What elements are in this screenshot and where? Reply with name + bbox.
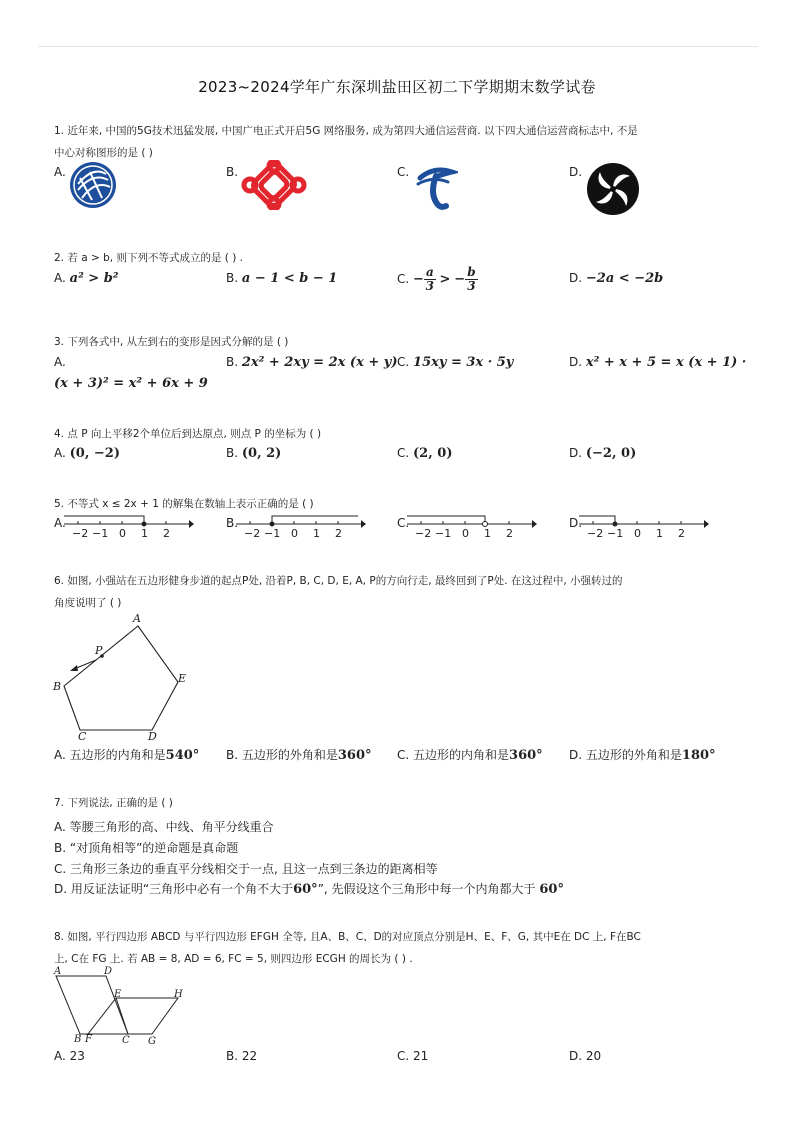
q6-option-a: [54, 746, 199, 763]
tick-label: 1: [656, 527, 663, 540]
tick-label: 2: [678, 527, 685, 540]
q1-option-b-label: B.: [226, 165, 239, 179]
q3-option-d-math: x² + x + 5 = x (x + 1) ·: [585, 355, 747, 370]
q3-option-d-label: D.: [569, 355, 583, 369]
question-8-line-2: 上, C在 FG 上. 若 AB = 8, AD = 6, FC = 5, 则四边形 ECGH 的周长为 ( ) .: [54, 953, 413, 965]
q6-option-b: [226, 746, 372, 763]
question-1-stem: [54, 120, 744, 164]
q7-option-d-value-1: 60°: [293, 882, 318, 897]
q2-option-d-label: D.: [569, 271, 583, 285]
q4-option-d-math: (−2, 0): [585, 446, 637, 461]
q4-option-a-math: (0, −2): [69, 446, 120, 461]
page-title: 2023~2024学年广东深圳盐田区初二下学期期末数学试卷: [198, 78, 596, 96]
tick-label: −1: [607, 527, 624, 540]
q8-option-d: D. 20: [569, 1049, 602, 1063]
pentagon-label-e: E: [178, 672, 187, 685]
q2-option-a-math: a² > b²: [69, 271, 119, 286]
q4-option-d: [569, 446, 636, 461]
q4-option-a-label: A.: [54, 446, 66, 460]
pentagon-label-b: B: [53, 680, 62, 693]
para-label-a: A: [54, 966, 62, 977]
q6-option-a-text: 五边形的内角和是: [69, 748, 166, 762]
q7-option-d: [54, 880, 564, 897]
frac-denominator: 3: [467, 279, 476, 293]
tick-label: 2: [163, 527, 170, 540]
tick-label: 0: [291, 527, 298, 540]
tick-label: −1: [264, 527, 281, 540]
q3-option-c-label: C.: [397, 355, 410, 369]
q4-option-b-math: (0, 2): [241, 446, 282, 461]
q4-option-c-math: (2, 0): [413, 446, 453, 461]
frac-numerator: b: [467, 265, 476, 279]
question-3-stem: 3. 下列各式中, 从左到右的变形是因式分解的是 ( ): [54, 336, 289, 348]
frac-denominator: 3: [425, 279, 434, 293]
tick-label: −2: [72, 527, 89, 540]
q5-option-c-label: C.: [397, 516, 410, 530]
q3-option-b-math: 2x² + 2xy = 2x (x + y): [241, 355, 398, 370]
china-mobile-logo: [68, 160, 118, 210]
question-4-stem: 4. 点 P 向上平移2个单位后到达原点, 则点 P 的坐标为 ( ): [54, 428, 322, 440]
para-label-g: G: [148, 1036, 156, 1047]
q1-option-c-label: C.: [397, 165, 410, 179]
q1-option-a-label: A.: [54, 165, 66, 179]
para-label-h: H: [174, 989, 183, 1000]
para-label-e: E: [114, 989, 122, 1000]
question-8-stem: [54, 926, 744, 970]
q3-option-b-label: B.: [226, 355, 239, 369]
q2-option-c-minus-1: −: [413, 272, 424, 287]
q8-option-a: A. 23: [54, 1049, 85, 1063]
tick-label: 2: [335, 527, 342, 540]
q7-option-c: C. 三角形三条边的垂直平分线相交于一点, 且这一点到三条边的距离相等: [54, 862, 438, 876]
q1-option-d-label: D.: [569, 165, 583, 179]
q2-option-b-label: B.: [226, 271, 239, 285]
q5-option-b-label: B.: [226, 516, 239, 530]
q7-option-b: B. “对顶角相等”的逆命题是真命题: [54, 841, 239, 855]
tick-label: 1: [484, 527, 491, 540]
q6-option-c-text: 五边形的内角和是: [413, 748, 510, 762]
q4-option-d-label: D.: [569, 446, 583, 460]
tick-label: 0: [119, 527, 126, 540]
q6-option-b-text: 五边形的外角和是: [241, 748, 338, 762]
question-6-stem: [54, 570, 744, 614]
question-1-line-2: 中心对称图形的是 ( ): [54, 147, 153, 159]
frac-numerator: a: [425, 265, 434, 279]
question-2-stem: 2. 若 a > b, 则下列不等式成立的是 ( ) .: [54, 252, 243, 264]
q4-option-b: [226, 446, 281, 461]
q5-option-a-label: A.: [54, 516, 66, 530]
q6-option-d: [569, 746, 716, 763]
question-1-line-1: 1. 近年来, 中国的5G技术迅猛发展, 中国广电正式开启5G 网络服务, 成为第四大通信运营商. 以下四大通信运营商标志中, 不是: [54, 125, 638, 137]
tick-label: −2: [244, 527, 261, 540]
q3-option-b: [226, 355, 397, 370]
q4-option-a: [54, 446, 120, 461]
para-label-b: B: [74, 1034, 82, 1045]
q2-option-c-minus-2: −: [454, 272, 466, 287]
q3-option-d: [569, 355, 746, 370]
q6-option-d-text: 五边形的外角和是: [585, 748, 682, 762]
question-6-line-2: 角度说明了 ( ): [54, 597, 122, 609]
question-8-line-1: 8. 如图, 平行四边形 ABCD 与平行四边形 EFGH 全等, 且A、B、C、D的对应顶点分别是H、E、F、G, 其中E在 DC 上, F在BC: [54, 931, 641, 943]
china-unicom-logo: [240, 160, 308, 210]
q6-option-b-label: B.: [226, 748, 239, 762]
pentagon-label-a: A: [133, 612, 141, 625]
q7-option-a: A. 等腰三角形的高、中线、角平分线重合: [54, 820, 274, 834]
para-label-f: F: [85, 1034, 92, 1045]
tick-label: 0: [462, 527, 469, 540]
q7-option-d-value-2: 60°: [539, 882, 564, 897]
tick-label: 1: [313, 527, 320, 540]
header-divider: [38, 46, 758, 47]
q7-option-d-pre: D. 用反证法证明“三角形中必有一个角不大于: [54, 882, 294, 896]
q2-option-c: [397, 266, 478, 293]
q6-option-a-label: A.: [54, 748, 66, 762]
q2-option-a-label: A.: [54, 271, 66, 285]
tick-label: 2: [506, 527, 513, 540]
tick-label: −2: [587, 527, 604, 540]
q6-option-c-value: 360°: [509, 748, 543, 763]
q4-option-b-label: B.: [226, 446, 239, 460]
q2-option-d-math: −2a < −2b: [585, 271, 664, 286]
q3-option-a-label: A.: [54, 355, 66, 369]
q4-option-c: [397, 446, 452, 461]
q2-option-b-math: a − 1 < b − 1: [241, 271, 338, 286]
q3-option-a-math: [54, 376, 208, 391]
tick-label: 1: [141, 527, 148, 540]
q2-option-c-frac-2: [465, 266, 477, 293]
tick-label: −1: [92, 527, 109, 540]
tick-label: −2: [415, 527, 432, 540]
q4-option-c-label: C.: [397, 446, 410, 460]
q6-option-c: [397, 746, 543, 763]
q3-option-c: [397, 355, 513, 370]
q2-option-d: [569, 271, 663, 286]
para-label-d: D: [104, 966, 113, 977]
q3-option-c-math: 15xy = 3x · 5y: [413, 355, 514, 370]
tick-label: 0: [634, 527, 641, 540]
china-broadnet-logo: [586, 162, 640, 216]
q2-option-a: [54, 271, 119, 286]
q3-option-a-expression: (x + 3)² = x² + 6x + 9: [54, 376, 208, 391]
tick-label: −1: [435, 527, 452, 540]
q2-option-c-relation: >: [439, 272, 451, 287]
q2-option-c-frac-1: [424, 266, 436, 293]
q8-option-c: C. 21: [397, 1049, 429, 1063]
pentagon-label-c: C: [78, 730, 87, 743]
q2-option-b: [226, 271, 337, 286]
pentagon-label-p: P: [95, 644, 103, 657]
question-6-line-1: 6. 如图, 小强站在五边形健身步道的起点P处, 沿着P, B, C, D, E, A, P的方向行走, 最终回到了P处. 在这过程中, 小强转过的: [54, 575, 623, 587]
para-label-c: C: [122, 1035, 130, 1046]
q6-option-d-label: D.: [569, 748, 583, 762]
q6-option-c-label: C.: [397, 748, 410, 762]
q6-option-d-value: 180°: [681, 748, 716, 763]
q6-option-a-value: 540°: [165, 748, 200, 763]
pentagon-label-d: D: [148, 730, 157, 743]
q6-option-b-value: 360°: [337, 748, 372, 763]
china-telecom-logo: [414, 162, 458, 212]
q8-option-b: B. 22: [226, 1049, 258, 1063]
question-7-stem: 7. 下列说法, 正确的是 ( ): [54, 797, 173, 809]
q7-option-d-mid: ”, 先假设这个三角形中每一个内角都大于: [317, 882, 536, 896]
q5-option-d-label: D.: [569, 516, 583, 530]
question-5-stem: 5. 不等式 x ≤ 2x + 1 的解集在数轴上表示正确的是 ( ): [54, 498, 314, 510]
q2-option-c-label: C.: [397, 272, 410, 286]
